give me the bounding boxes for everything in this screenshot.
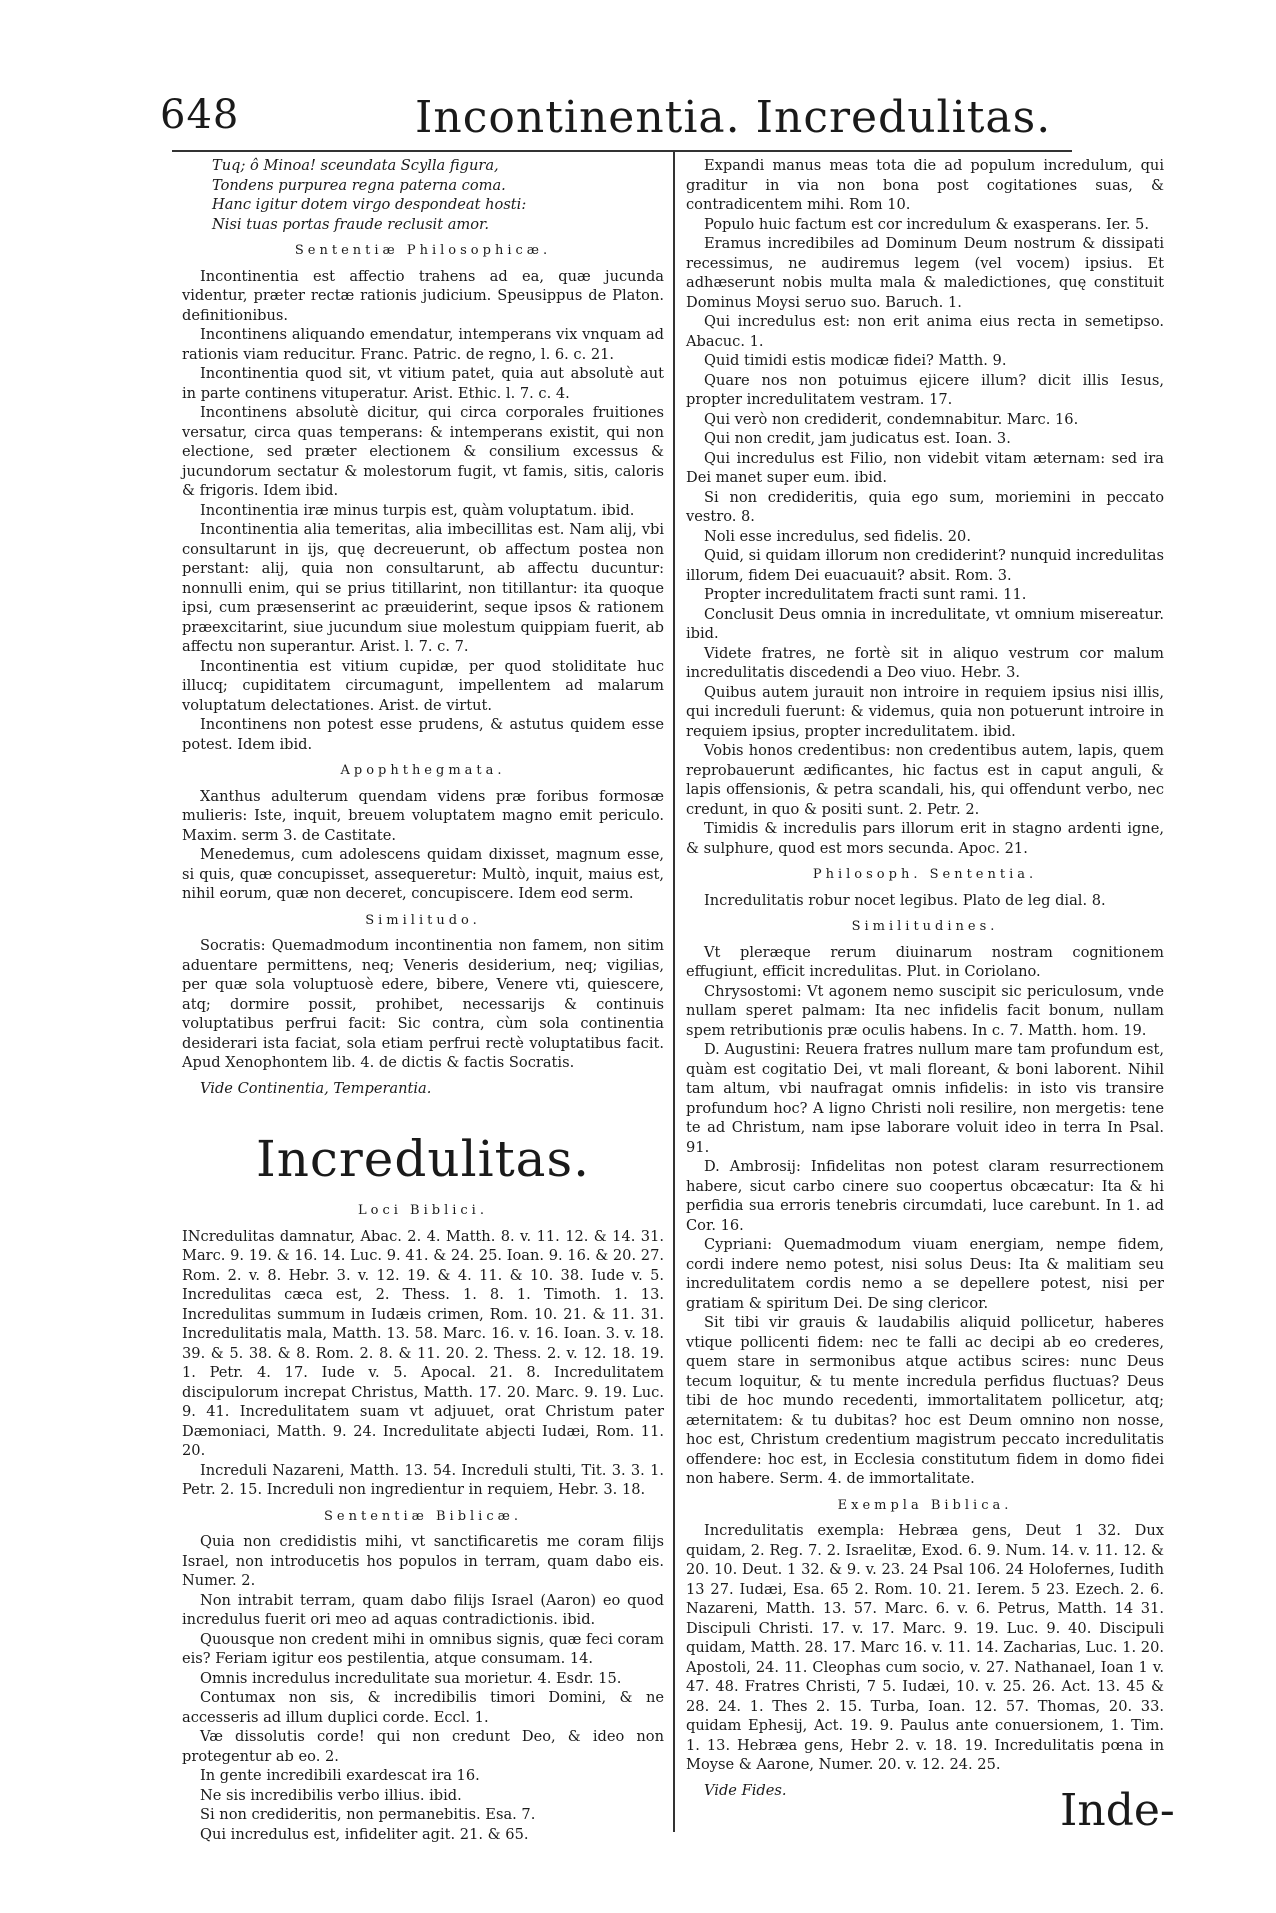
paragraph: Quousque non credent mihi in omnibus signis, quæ feci coram eis? Feriam igitur eos pestilentia, atque consumam. 14. bbox=[182, 1630, 664, 1667]
paragraph: Qui incredulus est Filio, non videbit vitam æternam: sed ira Dei manet super eum. ibid. bbox=[686, 449, 1164, 486]
section-heading: Apophthegmata. bbox=[340, 763, 506, 778]
section-heading: Philosoph. Sententia. bbox=[812, 867, 1038, 882]
paragraph: Conclusit Deus omnia in incredulitate, vt omnium misereatur. ibid. bbox=[686, 605, 1164, 642]
catchword: Inde- bbox=[1060, 1785, 1175, 1836]
paragraph: Incontinentia alia temeritas, alia imbecillitas est. Nam alij, vbi consultarunt in ijs, quę decreuerunt, ob affectum postea non perstant: alij, quia non consultarunt, ab affectu ducuntur: nonnulli enim, qui se prius titillarint, non titillantur: ita quoque ipsi, cum præsenserint ac præuiderint, seque ipsos & rationem præexcitarint, siue jucundum siue molestum quippiam fuerit, ab affectu non superantur. Arist. l. 7. c. 7. bbox=[182, 521, 664, 655]
paragraph: Qui verò non crediderit, condemnabitur. Marc. 16. bbox=[704, 410, 1079, 428]
paragraph: Si non credideritis, non permanebitis. Esa. 7. bbox=[200, 1806, 536, 1823]
verse-line: Tondens purpurea regna paterna coma. bbox=[212, 176, 506, 194]
paragraph: Incontinens aliquando emendatur, intemperans vix vnquam ad rationis viam reducitur. Franc. Patric. de regno, l. 6. c. 21. bbox=[182, 326, 664, 363]
paragraph: In gente incredibili exardescat ira 16. bbox=[200, 1767, 480, 1784]
paragraph: Eramus incredibiles ad Dominum Deum nostrum & dissipati recessimus, ne audiremus legem (vel vocem) ipsius. Et adhæserunt nobis multa mala & maledictiones, quę constituit Dominus Moysi seruo suo. Baruch. 1. bbox=[686, 235, 1164, 311]
paragraph: Socratis: Quemadmodum incontinentia non famem, non sitim aduentare permittens, neq; Veneris desiderium, neq; vigilias, per quæ sola voluptuosè edere, bibere, Venere vti, quiescere, atq; dormire possit, prohibet, necessarijs & continuis voluptatibus perfrui facit: Sic contra, cùm sola continentia desiderari ista faciat, sola etiam perfrui rectè voluptatibus facit. Apud Xenophontem lib. 4. de dictis & factis Socratis. bbox=[182, 937, 664, 1071]
paragraph: Incontinens absolutè dicitur, qui circa corporales fruitiones versatur, circa quas temperans: & intemperans existit, qui non electione, sed præter electionem & consilium excessus & jucundorum sectatur & molestorum fugit, vt famis, sitis, caloris & frigoris. Idem ibid. bbox=[182, 404, 664, 499]
paragraph: Xanthus adulterum quendam videns præ foribus formosæ mulieris: Iste, inquit, breuem voluptatem magno emit periculo. Maxim. serm 3. de Castitate. bbox=[182, 787, 664, 844]
section-heading: Sententiæ Biblicæ. bbox=[324, 1508, 522, 1524]
paragraph: D. Augustini: Reuera fratres nullum mare tam profundum est, quàm est cogitatio Dei, vt mali floreant, & boni laborent. Nihil tam altum, vbi naufragat omnis infidelis: in isto vis transire profundum hoc? A ligno Christi noli resilire, non mergetis: tene te ad Christum, nam ipse laborare voluit ideo in terra In Psal. 91. bbox=[686, 1041, 1164, 1156]
left-column bbox=[182, 156, 664, 1844]
section-heading: Sententiæ Philosophicæ. bbox=[294, 243, 552, 258]
see-also: Vide Fides. bbox=[704, 1781, 787, 1799]
verse-line: Hanc igitur dotem virgo despondeat hosti: bbox=[212, 196, 527, 213]
paragraph: Ne sis incredibilis verbo illius. ibid. bbox=[200, 1786, 462, 1804]
paragraph: Qui incredulus est, infideliter agit. 21. & 65. bbox=[200, 1825, 529, 1843]
paragraph: Non intrabit terram, quam dabo filijs Israel (Aaron) eo quod incredulus fuerit ori meo ad aquas contradictionis. ibid. bbox=[182, 1591, 664, 1628]
column-divider bbox=[673, 152, 675, 1832]
header-rule bbox=[172, 150, 1072, 152]
paragraph: Incontinens non potest esse prudens, & astutus quidem esse potest. Idem ibid. bbox=[182, 716, 664, 753]
paragraph: Sit tibi vir grauis & laudabilis aliquid pollicetur, haberes vtique pollicenti fidem: nec te falli ac decipi ab eo crederes, quem stare in sermonibus atque actibus scires: nunc Deus tecum loquitur, & tu mente incredula perfidus fluctuas? Deus tibi de hoc mundo recedenti, immortalitatem pollicetur, atq; æternitatem: & tu dubitas? hoc est Deum omnino non nosse, hoc est, Christum credentium magistrum peccato incredulitatis offendere: hoc est, in Ecclesia constitutum fidem in domo fidei non habere. Serm. 4. de immortalitate. bbox=[686, 1314, 1164, 1487]
paragraph: Chrysostomi: Vt agonem nemo suscipit sic periculosum, vnde nullam speret palmam: Ita nec infidelis facit bonum, nullam spem retributionis præ oculis habens. In c. 7. Matth. hom. 19. bbox=[686, 982, 1164, 1039]
paragraph: Incredulitatis exempla: Hebræa gens, Deut 1 32. Dux quidam, 2. Reg. 7. 2. Israelitæ, Exod. 6. 9. Num. 14. v. 11. 12. & 20. 10. Deut. 1 32. & 9. v. 23. 24 Psal 106. 24 Holofernes, Iudith 13 27. Iudæi, Esa. 65 2. Rom. 10. 21. Ierem. 5 23. Ezech. 2. 6. Nazareni, Matth. 13. 57. Marc. 6. v. 6. Petrus, Matth. 14 31. Discipuli Christi. 17. v. 17. Marc. 9. 19. Luc. 9. 40. Discipuli quidam, Matth. 28. 17. Marc 16. v. 11. 14. Zacharias, Luc. 1. 20. Apostoli, 24. 11. Cleophas cum socio, v. 27. Nathanael, Ioan 1 v. 47. 48. Fratres Christi, 7 5. Iudæi, 10. v. 25. 26. Act. 13. 45 & 28. 24. 1. Thes 2. 15. Turba, Ioan. 12. 57. Thomas, 20. 33. quidam Ephesij, Act. 19. 9. Paulus ante conuersionem, 1. Tim. 1. 13. Hebræa gens, Hebr 2. v. 18. 19. Incredulitatis pœna in Moyse & Aarone, Numer. 20. v. 12. 24. 25. bbox=[686, 1522, 1164, 1773]
paragraph: Incontinentia quod sit, vt vitium patet, quia aut absolutè aut in parte continens vituperatur. Arist. Ethic. l. 7. c. 4. bbox=[182, 365, 664, 402]
paragraph: Quia non credidistis mihi, vt sanctificaretis me coram filijs Israel, non introducetis hos populos in terram, quam dabo eis. Numer. 2. bbox=[182, 1533, 664, 1589]
section-heading: Loci Biblici. bbox=[358, 1203, 488, 1218]
paragraph: Contumax non sis, & incredibilis timori Domini, & ne accesseris ad illum duplici corde. Eccl. 1. bbox=[182, 1689, 664, 1726]
paragraph: Quid, si quidam illorum non crediderint? nunquid incredulitas illorum, fidem Dei euacuauit? absit. Rom. 3. bbox=[686, 547, 1164, 584]
paragraph: Videte fratres, ne fortè sit in aliquo vestrum cor malum incredulitatis discedendi a Deo viuo. Hebr. 3. bbox=[686, 644, 1164, 681]
paragraph: Quare nos non potuimus ejicere illum? dicit illis Iesus, propter incredulitatem vestram. 17. bbox=[686, 371, 1164, 408]
paragraph: Omnis incredulus incredulitate sua morietur. 4. Esdr. 15. bbox=[200, 1669, 622, 1687]
paragraph: Incontinentia est vitium cupidæ, per quod stoliditate huc illucq; cupiditatem circumagunt, impellentem ad malarum voluptatum delectationes. Arist. de virtut. bbox=[182, 657, 664, 714]
paragraph: Incontinentia iræ minus turpis est, quàm voluptatum. ibid. bbox=[200, 501, 635, 519]
verse-line: Nisi tuas portas fraude reclusit amor. bbox=[212, 215, 490, 233]
see-also: Vide Continentia, Temperantia. bbox=[200, 1079, 432, 1097]
paragraph: Vt pleræque rerum diuinarum nostram cognitionem effugiunt, efficit incredulitas. Plut. in Coriolano. bbox=[686, 943, 1164, 980]
verse-line: Tuq; ô Minoa! sceundata Scylla figura, bbox=[212, 157, 499, 174]
section-heading: Similitudo. bbox=[365, 912, 481, 928]
paragraph: Incredulitatis robur nocet legibus. Plato de leg dial. 8. bbox=[704, 891, 1106, 909]
paragraph: Væ dissolutis corde! qui non credunt Deo, & ideo non protegentur ab eo. 2. bbox=[182, 1728, 664, 1765]
paragraph: Noli esse incredulus, sed fidelis. 20. bbox=[704, 527, 971, 545]
paragraph: Si non credideritis, quia ego sum, moriemini in peccato vestro. 8. bbox=[686, 488, 1164, 525]
paragraph: Populo huic factum est cor incredulum & exasperans. Ier. 5. bbox=[704, 215, 1149, 233]
right-column bbox=[686, 156, 1164, 1800]
paragraph: Propter incredulitatem fracti sunt rami. 11. bbox=[704, 586, 1027, 603]
page-number: 648 bbox=[160, 92, 240, 138]
paragraph: Quibus autem jurauit non introire in requiem ipsius nisi illis, qui increduli fuerunt: & videmus, quia non potuerunt introire in requiem ipsius, propter incredulitatem. ibid. bbox=[686, 683, 1164, 740]
paragraph: Cypriani: Quemadmodum viuam energiam, nempe fidem, cordi indere nemo potest, nisi solus Deus: Ita & malitiam seu incredulitatem cordis nemo a se depellere potest, nisi per gratiam & spiritum Dei. De sing clericor. bbox=[686, 1236, 1164, 1312]
running-head: Incontinentia. Incredulitas. bbox=[415, 92, 1052, 143]
paragraph: Qui incredulus est: non erit anima eius recta in semetipso. Abacuc. 1. bbox=[686, 313, 1164, 350]
page-header bbox=[160, 92, 1126, 152]
paragraph: Quid timidi estis modicæ fidei? Matth. 9. bbox=[704, 352, 1007, 369]
paragraph: Qui non credit, jam judicatus est. Ioan. 3. bbox=[704, 430, 1011, 447]
paragraph: Incontinentia est affectio trahens ad ea, quæ jucunda videntur, præter rectæ rationis judicium. Speusippus de Platon. definitionibus. bbox=[182, 267, 664, 324]
section-heading: Exempla Biblica. bbox=[837, 1497, 1013, 1513]
paragraph: Menedemus, cum adolescens quidam dixisset, magnum esse, si quis, quæ concupisset, assequeretur: Multò, inquit, maius est, nihil eorum, quæ non deceret, concupiscere. Idem eod serm. bbox=[182, 846, 664, 902]
paragraph: D. Ambrosij: Infidelitas non potest claram resurrectionem habere, sicut carbo cinere suo coopertus obcæcatur: Ita & hi perfidia sua erroris tenebris circumdati, luce carebunt. In 1. ad Cor. 16. bbox=[686, 1158, 1164, 1234]
entry-title: Incredulitas. bbox=[255, 1130, 591, 1188]
paragraph: Vobis honos credentibus: non credentibus autem, lapis, quem reprobauerunt ædificantes, hic factus est in caput anguli, & lapis offensionis, & petra scandali, his, qui offendunt verbo, nec credunt, in quo & positi sunt. 2. Petr. 2. bbox=[686, 742, 1164, 818]
paragraph: INcredulitas damnatur, Abac. 2. 4. Matth. 8. v. 11. 12. & 14. 31. Marc. 9. 19. & 16. 14. Luc. 9. 41. & 24. 25. Ioan. 9. 16. & 20. 27. Rom. 2. v. 8. Hebr. 3. v. 12. 19. & 4. 11. & 10. 38. Iude v. 5. Incredulitas cæca est, 2. Thess. 1. 8. 1. Timoth. 1. 13. Incredulitas summum in Iudæis crimen, Rom. 10. 21. & 11. 31. Incredulitatis mala, Matth. 13. 58. Marc. 16. v. 16. Ioan. 3. v. 18. 39. & 5. 38. & 8. Rom. 2. 8. & 11. 20. 2. Thess. 2. v. 12. 18. 19. 1. Petr. 4. 17. Iude v. 5. Apocal. 21. 8. Incredulitatem discipulorum increpat Christus, Matth. 17. 20. Marc. 9. 19. Luc. 9. 41. Incredulitatem suam vt adjuuet, orat Christum pater Dæmoniaci, Matth. 9. 24. Incredulitate abjecti Iudæi, Rom. 11. 20. bbox=[182, 1227, 664, 1459]
paragraph: Increduli Nazareni, Matth. 13. 54. Increduli stulti, Tit. 3. 3. 1. Petr. 2. 15. Increduli non ingredientur in requiem, Hebr. 3. 18. bbox=[182, 1461, 664, 1498]
paragraph: Timidis & incredulis pars illorum erit in stagno ardenti igne, & sulphure, quod est mors secunda. Apoc. 21. bbox=[686, 820, 1164, 857]
section-heading: Similitudines. bbox=[851, 919, 999, 934]
paragraph: Expandi manus meas tota die ad populum incredulum, qui graditur in via non bona post cogitationes suas, & contradicentem mihi. Rom 10. bbox=[686, 157, 1164, 213]
